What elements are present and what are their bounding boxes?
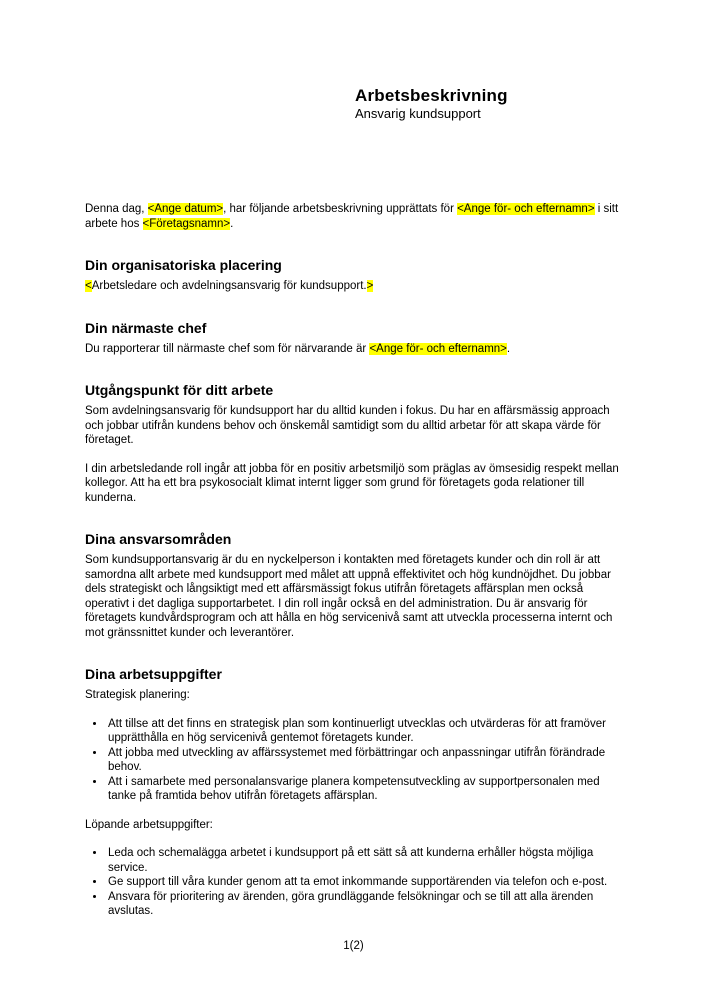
document-subtitle: Ansvarig kundsupport <box>355 106 481 121</box>
document-body <box>85 202 630 933</box>
bullet-list <box>85 846 630 919</box>
highlighted-placeholder: <Ange datum> <box>147 203 224 215</box>
document-title: Arbetsbeskrivning <box>355 86 508 105</box>
text-run: , har följande arbetsbeskrivning upprättats för <box>223 203 458 215</box>
text-run: i sitt arbete hos <box>85 203 619 230</box>
text-run: Som avdelningsansvarig för kundsupport har du alltid kunden i fokus. Du har en affärsmässig approach och jobbar utifrån kundens behov och önskemål samtidigt som du alltid arbetar för att skapa värde för företaget. <box>85 405 610 446</box>
bullet-list <box>85 717 630 804</box>
highlighted-placeholder: <Ange för- och efternamn> <box>457 203 595 215</box>
section-heading: Din organisatoriska placering <box>85 257 282 273</box>
text-run: Denna dag, <box>85 203 148 215</box>
bullet-item: • Ansvara för prioritering av ärenden, göra grundläggande felsökningar och se till att alla ärenden avslutas. <box>106 890 630 919</box>
text-run: . <box>506 342 511 355</box>
paragraph <box>85 553 630 640</box>
intro-paragraph <box>85 202 630 231</box>
paragraph <box>85 462 630 506</box>
highlighted-placeholder: <Företagsnamn> <box>142 217 231 230</box>
text-run: Löpande arbetsuppgifter: <box>85 818 213 831</box>
highlighted-placeholder: <Ange för- och efternamn> <box>369 342 507 355</box>
section-heading: Din närmaste chef <box>85 319 207 336</box>
bullet-item: • Att jobba med utveckling av affärssystemet med förbättringar och anpassningar utifrån förändrade behov. <box>106 746 630 775</box>
paragraph <box>85 279 630 294</box>
paragraph <box>85 342 630 357</box>
paragraph <box>85 404 630 448</box>
bullet-item: • Att tillse att det finns en strategisk plan som kontinuerligt utvecklas och utvärderas för att framöver upprätthålla en hög servicenivå gentemot företagets kunder. <box>106 717 630 746</box>
text-run: Strategisk planering: <box>85 689 190 701</box>
bullet-item: • Leda och schemalägga arbetet i kundsupport på ett sätt så att kunderna erhåller högsta möjliga service. <box>106 846 630 875</box>
paragraph <box>85 818 630 833</box>
text-run: . <box>230 217 234 230</box>
bullet-item: • Att i samarbete med personalansvarige planera kompetensutveckling av supportpersonalen med tanke på framtida behov utifrån företagets affärsplan. <box>106 775 630 804</box>
section-heading: Utgångspunkt för ditt arbete <box>85 382 274 398</box>
bullet-item: • Ge support till våra kunder genom att ta emot inkommande supportärenden via telefon och e-post. <box>106 875 630 890</box>
section-heading: Dina ansvarsområden <box>85 531 232 547</box>
text-run: Arbetsledare och avdelningsansvarig för kundsupport. <box>91 280 367 292</box>
highlighted-placeholder: < <box>85 280 92 292</box>
footer-page-number: 1(2) <box>343 940 364 952</box>
highlighted-placeholder: > <box>366 280 374 292</box>
sections-container <box>85 257 630 919</box>
paragraph <box>85 688 630 703</box>
document-header <box>355 85 655 122</box>
text-run: I din arbetsledande roll ingår att jobba för en positiv arbetsmiljö som präglas av ömsesidig respekt mellan kollegor. Att ha ett bra psykosocialt klimat internt ligger som grund för företagets goda relationer till kunderna. <box>85 462 619 504</box>
text-run: Som kundsupportansvarig är du en nyckelperson i kontakten med företagets kunder och din roll är att samordna allt arbete med kundsupport med målet att uppnå effektivitet och hög kundnöjdhet. Du jobbar dels strategiskt och långsiktigt med ett affärsmässigt fokus utifrån företagets affärsplan men också operativt i det dagliga supportarbetet. I din roll ingår också en del administration. Du är ansvarig för företagets kundvårdsprogram och att hålla en hög servicenivå samt att utveckla processerna internt och mot gränssnittet kunder och leverantörer. <box>85 554 613 639</box>
section-heading: Dina arbetsuppgifter <box>85 666 222 682</box>
text-run: Du rapporterar till närmaste chef som för närvarande är <box>85 342 370 355</box>
